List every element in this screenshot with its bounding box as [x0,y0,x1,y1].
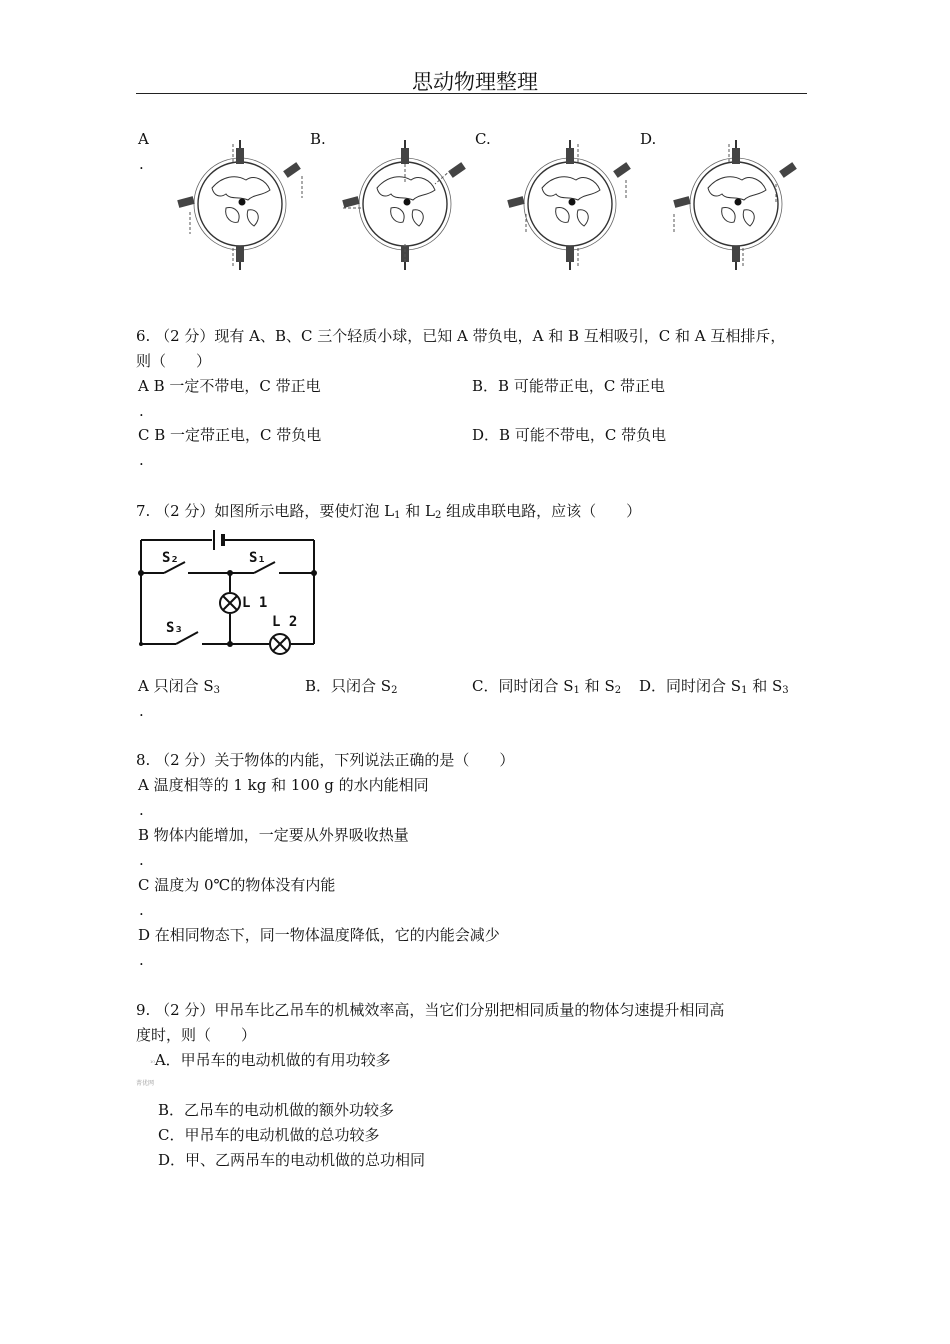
q9-option-d: D．甲、乙两吊车的电动机做的总功相同 [158,1151,426,1169]
q5-option-d-label: D. [640,130,657,148]
circuit-label-l2: L 2 [272,614,298,630]
q6-stem-line1: 6. （2 分）现有 A、B、C 三个轻质小球，已知 A 带负电，A 和 B 互相吸引，C 和 A 互相排斥， [136,327,786,345]
q9-option-c: C．甲吊车的电动机做的总功较多 [158,1126,380,1144]
circuit-label-s3: S₃ [166,620,183,636]
q6-stem-line2: 则（ ） [136,352,212,370]
q7-option-d: D．同时闭合 $S_1$ 和 $S_3$ [639,677,789,696]
q7-option-b: B．只闭合 $S_2$ [305,677,398,696]
circuit-label-s2: S₂ [162,550,179,566]
q9-stem-line2: 度时，则（ ） [136,1026,257,1044]
header-divider [136,93,807,94]
q5-option-c-label: C. [475,130,491,148]
globe-figure-d [673,140,797,270]
q9-small-note: 菁优网 [136,1080,155,1087]
q7-option-a: A 只闭合 $S_3$ [138,677,221,696]
q7-option-c: C．同时闭合 $S_1$ 和 $S_2$ [472,677,622,696]
q7-stem: 7. （2 分）如图所示电路，要使灯泡 $L_1$ 和 $L_2$ 组成串联电路，应该（ ） [136,502,642,521]
q6-option-a: A B 一定不带电，C 带正电 [138,377,321,395]
q6-option-b: B．B 可能带正电，C 带正电 [472,377,666,395]
q6-option-a-dot: . [139,402,144,420]
globe-figure-a [177,140,302,270]
q9-option-b: B．乙吊车的电动机做的额外功较多 [158,1101,395,1119]
q6-option-c: C B 一定带正电，C 带负电 [138,426,322,444]
q6-option-c-dot: . [139,451,144,469]
circuit-label-s1: S₁ [249,550,266,566]
q5-option-a-dot: . [139,155,144,173]
q8-option-b-dot: . [139,851,144,869]
q9-option-a: ¹⁰A．甲吊车的电动机做的有用功较多 [150,1051,391,1069]
q8-option-c-dot: . [139,901,144,919]
circuit-label-l1: L 1 [242,595,268,611]
q5-option-b-label: B. [310,130,326,148]
q7-circuit-diagram [136,526,326,656]
page-title: 思动物理整理 [412,70,538,94]
q5-globe-figures [160,122,800,292]
q8-option-a-dot: . [139,801,144,819]
q7-option-a-dot: . [139,702,144,720]
q8-option-d: D 在相同物态下，同一物体温度降低，它的内能会减少 [138,926,500,944]
q8-option-b: B 物体内能增加，一定要从外界吸收热量 [138,826,409,844]
q6-option-d: D．B 可能不带电，C 带负电 [472,426,667,444]
q8-stem: 8. （2 分）关于物体的内能，下列说法正确的是（ ） [136,751,515,769]
q9-stem-line1: 9. （2 分）甲吊车比乙吊车的机械效率高，当它们分别把相同质量的物体匀速提升相同高 [136,1001,725,1019]
globe-figure-c [507,140,631,270]
globe-figure-b [342,140,466,270]
q8-option-a: A 温度相等的 1 kg 和 100 g 的水内能相同 [138,776,429,794]
q8-option-c: C 温度为 0℃的物体没有内能 [138,876,336,894]
q8-option-d-dot: . [139,951,144,969]
q5-option-a-label: A [138,130,149,148]
